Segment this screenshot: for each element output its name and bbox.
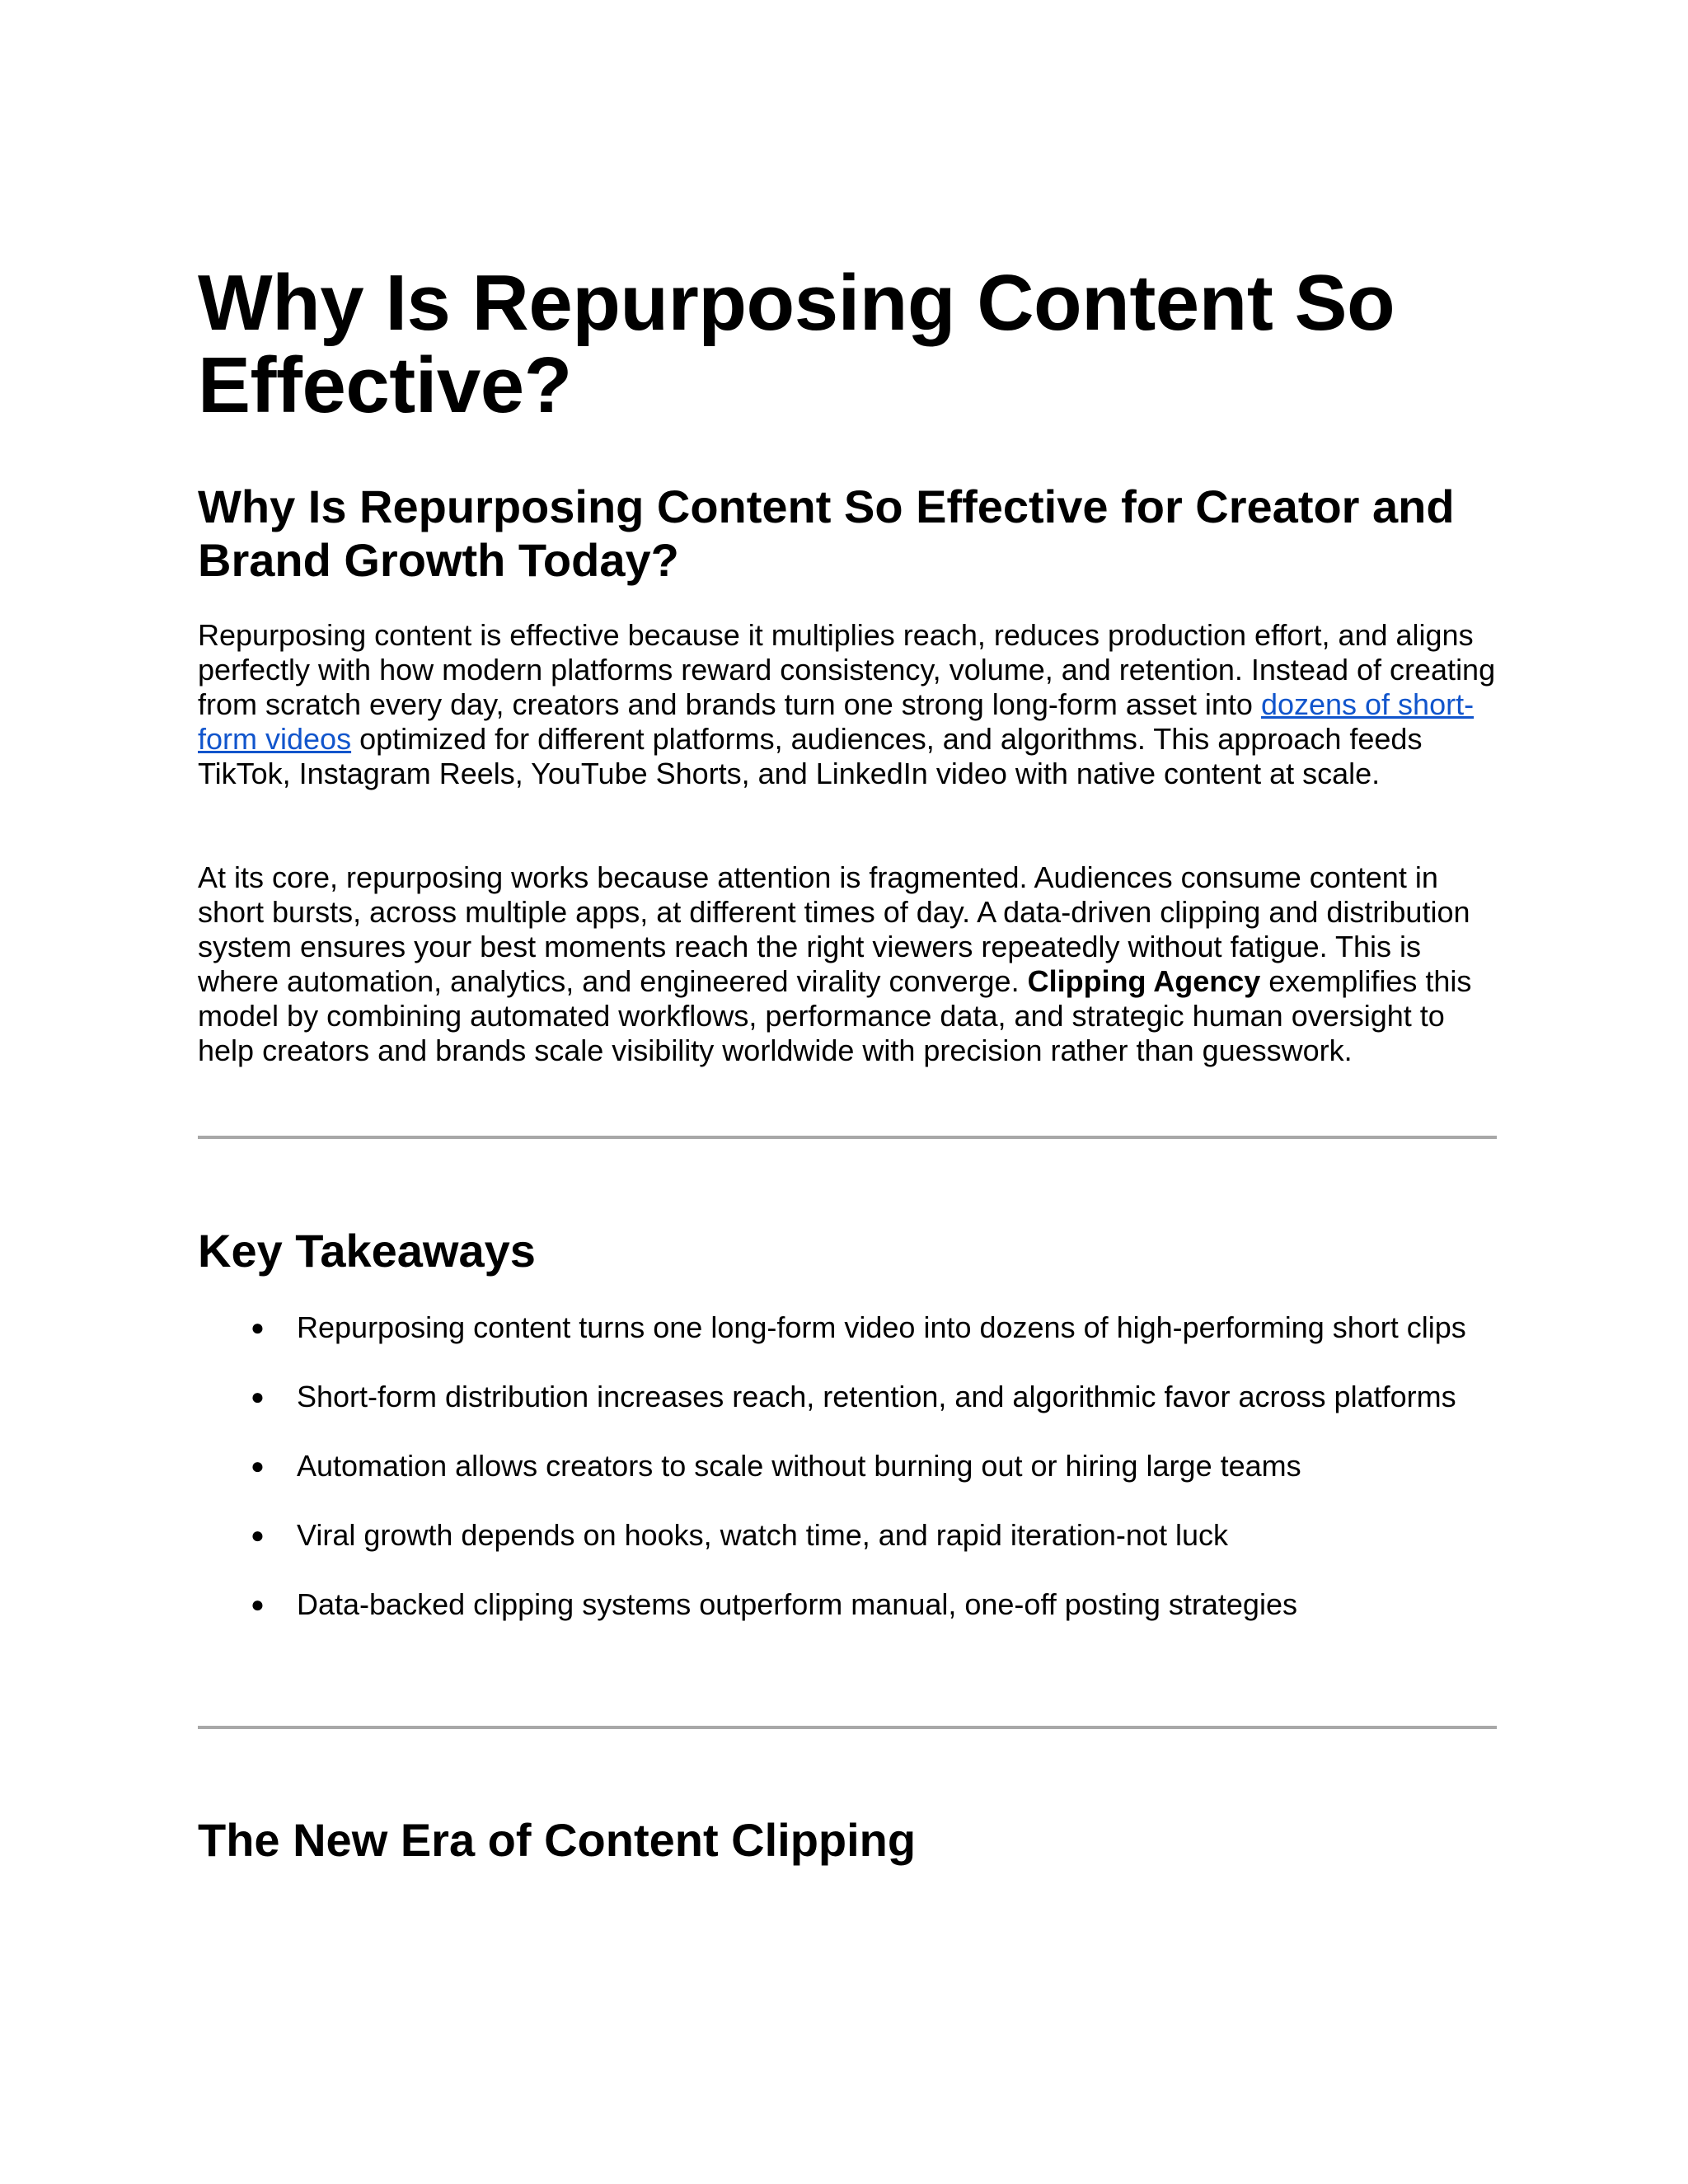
list-item-text: Data-backed clipping systems outperform manual, one-off posting strategies	[297, 1587, 1297, 1621]
list-item	[198, 1587, 1497, 1622]
list-item-text: Viral growth depends on hooks, watch time, and rapid iteration-not luck	[297, 1518, 1228, 1552]
intro-text-start: Repurposing content is effective because it multiplies reach, reduces production effort, and aligns perfectly with how modern platforms reward consistency, volume, and retention. Instead of creating from scratch every day, creators and brands turn one strong long-form asset into	[198, 618, 1496, 721]
list-item-text: Repurposing content turns one long-form video into dozens of high-performing short clips	[297, 1310, 1466, 1344]
short-form-videos-link[interactable]: dozens of short-form videos	[198, 687, 1475, 756]
section-heading-key-takeaways: Key Takeaways	[198, 1225, 536, 1277]
list-item	[198, 1310, 1497, 1345]
bullet-icon: ●	[251, 1384, 265, 1409]
list-item	[198, 1380, 1497, 1414]
core-paragraph	[198, 860, 1497, 1068]
section-heading-growth: Why Is Repurposing Content So Effective for Creator and Brand Growth Today?	[198, 480, 1455, 586]
bullet-icon: ●	[251, 1453, 265, 1479]
horizontal-divider	[198, 1136, 1497, 1139]
section-heading-new-era: The New Era of Content Clipping	[198, 1814, 917, 1866]
page-title: Why Is Repurposing Content So Effective?	[198, 259, 1395, 429]
key-takeaways-list	[198, 1310, 1497, 1657]
list-item	[198, 1518, 1497, 1553]
core-text-end: exemplifies this model by combining automated workflows, performance data, and strategic human oversight to help creators and brands scale visibility worldwide with precision rather than guesswork.	[198, 964, 1472, 1067]
clipping-agency-bold: Clipping Agency	[1027, 964, 1261, 998]
horizontal-divider	[198, 1726, 1497, 1729]
bullet-icon: ●	[251, 1522, 265, 1548]
list-item-text: Automation allows creators to scale without burning out or hiring large teams	[297, 1449, 1301, 1483]
list-item	[198, 1449, 1497, 1483]
bullet-icon: ●	[251, 1315, 265, 1340]
intro-text-end: optimized for different platforms, audiences, and algorithms. This approach feeds TikTok, Instagram Reels, YouTube Shorts, and LinkedIn video with native content at scale.	[198, 722, 1423, 790]
intro-paragraph	[198, 618, 1497, 791]
core-text-start: At its core, repurposing works because attention is fragmented. Audiences consume content in short bursts, across multiple apps, at different times of day. A data-driven clipping and distribution system ensures your best moments reach the right viewers repeatedly without fatigue. This is where automation, analytics, and engineered virality converge.	[198, 860, 1470, 998]
bullet-icon: ●	[251, 1591, 265, 1617]
list-item-text: Short-form distribution increases reach, retention, and algorithmic favor across platforms	[297, 1380, 1456, 1413]
